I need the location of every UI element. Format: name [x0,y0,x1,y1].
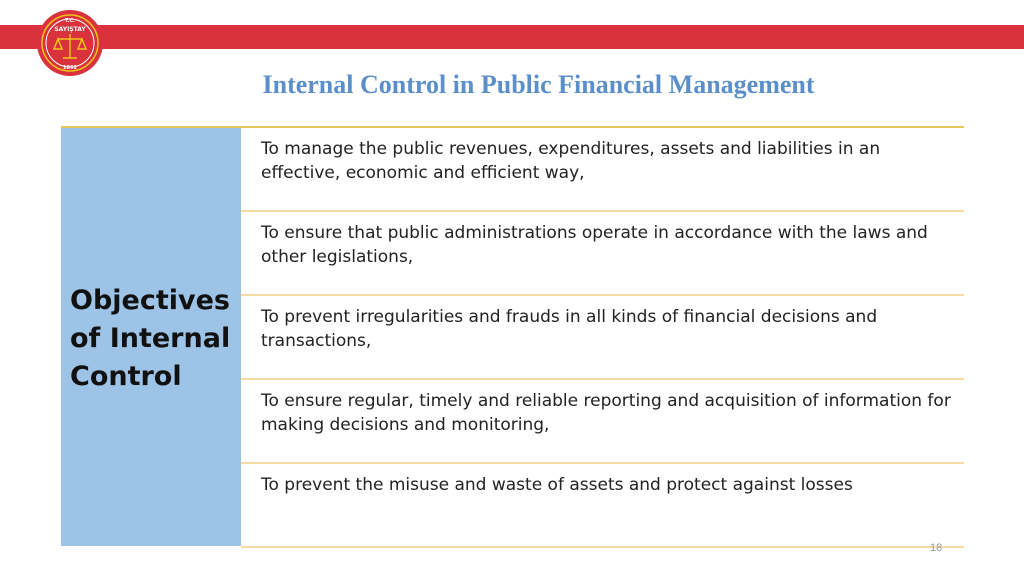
logo-text-top: T.C. [64,18,76,24]
objective-text: To prevent irregularities and frauds in all kinds of financial decisions and transactions, [261,307,878,351]
objective-row [241,210,964,294]
objectives-label: Objectives of Internal Control [70,285,231,392]
logo-text-bottom: 1862 [63,65,77,71]
objective-row [241,294,964,378]
objective-text: To prevent the misuse and waste of assets and protect against losses [261,475,853,495]
objective-row [241,462,964,548]
slide-title: Internal Control in Public Financial Management [262,70,815,99]
objective-row [241,378,964,462]
objective-text: To ensure regular, timely and reliable reporting and acquisition of information for making decisions and monitoring, [261,391,951,435]
objectives-label-cell [61,126,241,546]
objective-text: To manage the public revenues, expenditures, assets and liabilities in an effective, economic and efficient way, [261,139,881,183]
page-number: 18 [930,542,943,554]
objectives-list [241,126,964,542]
objectives-table [61,126,964,546]
objective-row [241,126,964,210]
court-of-accounts-logo [36,9,104,77]
objective-text: To ensure that public administrations operate in accordance with the laws and other legislations, [261,223,928,267]
header-band [0,25,1024,49]
logo-text-main: SAYIŞTAY [54,26,86,33]
